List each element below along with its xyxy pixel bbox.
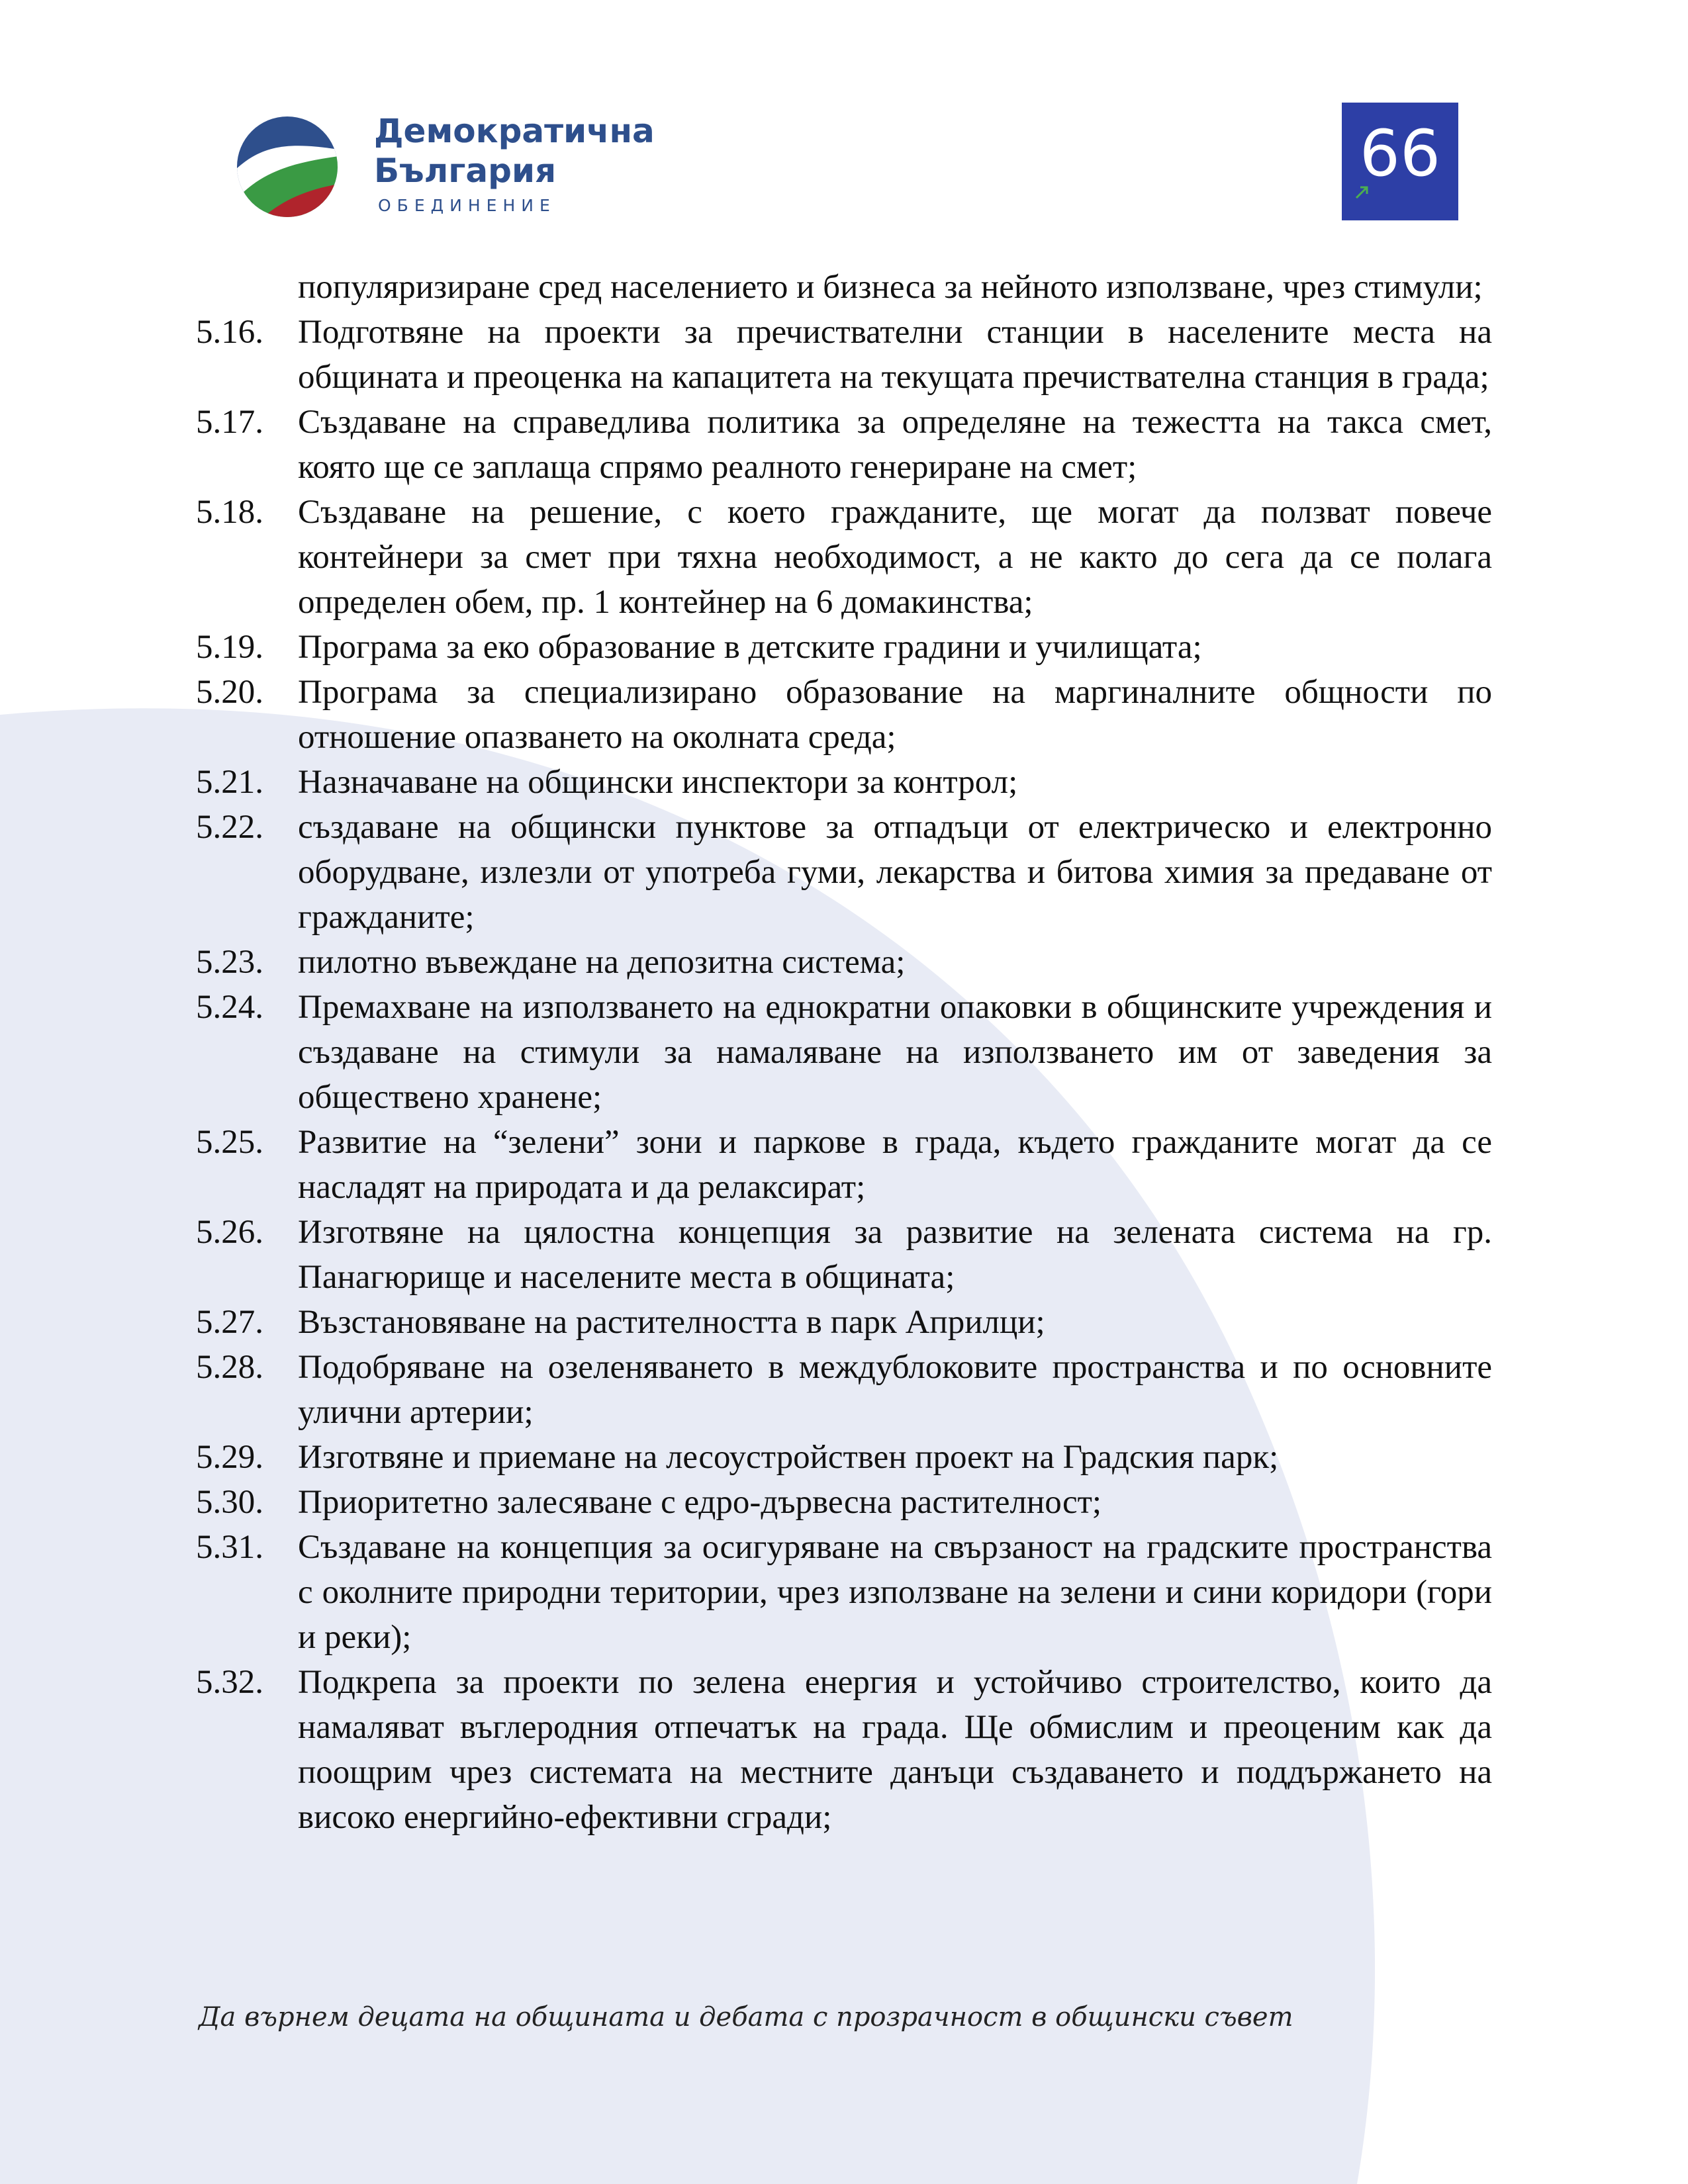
list-item: [196, 625, 1492, 670]
list-item: [196, 1120, 1492, 1210]
document-body: [196, 265, 1492, 1840]
footer-slogan: Да върнем децата на общината и дебата с прозрачност в общински съвет: [199, 2002, 1293, 2032]
list-item: [196, 490, 1492, 625]
logo-subtitle: ОБЕДИНЕНИЕ: [378, 196, 556, 215]
list-item-text: Създаване на решение, с което гражданите, ще могат да ползват повече контейнери за смет при тяхна необходимост, а не както до сега да се полага определен обем, пр. 1 контейнер на 6 домакинства;: [298, 494, 1492, 621]
page-header: [0, 0, 1688, 238]
list-item-text: Премахване на използването на еднократни опаковки в общинските учреждения и създаване на стимули за намаляване на използването им от заведения за обществено хранене;: [298, 989, 1492, 1116]
list-item-text: Програма за еко образование в детските градини и училищата;: [298, 629, 1202, 666]
list-item: [196, 1345, 1492, 1435]
list-item: [196, 760, 1492, 805]
continued-text: популяризиране сред населението и бизнеса за нейното използване, чрез стимули;: [298, 269, 1483, 306]
list-item-number: 5.23.: [196, 944, 263, 981]
list-item: [196, 1210, 1492, 1300]
list-item: [196, 940, 1492, 985]
list-item-text: пилотно въвеждане на депозитна система;: [298, 944, 906, 981]
list-item-text: Създаване на справедлива политика за определяне на тежестта на такса смет, която ще се заплаща спрямо реалното генериране на смет;: [298, 404, 1492, 486]
list-item-number: 5.16.: [196, 314, 263, 351]
list-item-number: 5.25.: [196, 1124, 263, 1161]
list-item: [196, 1660, 1492, 1840]
list-item: [196, 985, 1492, 1120]
list-item-text: Програма за специализирано образование на маргиналните общности по отношение опазването на околната среда;: [298, 674, 1492, 756]
list-item-number: 5.17.: [196, 404, 263, 441]
list-item-number: 5.27.: [196, 1304, 263, 1341]
list-item-number: 5.22.: [196, 809, 263, 846]
list-item: [196, 310, 1492, 400]
list-item-text: Възстановяване на растителността в парк Априлци;: [298, 1304, 1045, 1341]
list-item-number: 5.31.: [196, 1529, 263, 1566]
list-item-text: Приоритетно залесяване с едро-дървесна растителност;: [298, 1484, 1102, 1521]
list-item-text: Развитие на “зелени” зони и паркове в града, където гражданите могат да се насладят на природата и да релаксират;: [298, 1124, 1492, 1206]
list-item-number: 5.20.: [196, 674, 263, 711]
logo-icon: [236, 115, 339, 218]
list-item-number: 5.26.: [196, 1214, 263, 1251]
list-item-number: 5.18.: [196, 494, 263, 531]
logo-title-line1: Демократична: [374, 112, 655, 150]
page-number-badge: [1342, 103, 1458, 220]
list-item-text: Подобряване на озеленяването в междублоковите пространства и по основните улични артерии;: [298, 1349, 1492, 1431]
list-item: [196, 1525, 1492, 1660]
list-item-number: 5.30.: [196, 1484, 263, 1521]
arrow-icon: [1354, 183, 1371, 201]
list-item-number: 5.28.: [196, 1349, 263, 1386]
page-number: 66: [1359, 116, 1441, 191]
list-item: [196, 805, 1492, 940]
list-item-text: Подкрепа за проекти по зелена енергия и устойчиво строителство, които да намаляват въглеродния отпечатък на града. Ще обмислим и преоценим как да поощрим чрез системата на местните данъци създаването и поддържането на високо енергийно-ефективни сгради;: [298, 1664, 1492, 1836]
list-item-text: Изготвяне и приемане на лесоустройствен проект на Градския парк;: [298, 1439, 1279, 1476]
list-item-text: Назначаване на общински инспектори за контрол;: [298, 764, 1018, 801]
list-item-text: Подготвяне на проекти за пречиствателни станции в населените места на общината и преоценка на капацитета на текущата пречиствателна станция в града;: [298, 314, 1492, 396]
list-item: [196, 400, 1492, 490]
list-item-number: 5.32.: [196, 1664, 263, 1701]
logo-title-line2: България: [374, 152, 557, 190]
list-item: [196, 1300, 1492, 1345]
list-item-number: 5.21.: [196, 764, 263, 801]
list-item: [196, 670, 1492, 760]
list-item-text: Изготвяне на цялостна концепция за развитие на зелената система на гр. Панагюрище и населените места в общината;: [298, 1214, 1492, 1296]
logo-text: [374, 111, 655, 215]
numbered-list: [196, 310, 1492, 1840]
list-item: [196, 1435, 1492, 1480]
list-item-text: създаване на общински пунктове за отпадъци от електрическо и електронно оборудване, излезли от употреба гуми, лекарства и битова химия за предаване от гражданите;: [298, 809, 1492, 936]
list-item-number: 5.24.: [196, 989, 263, 1026]
list-item-number: 5.19.: [196, 629, 263, 666]
list-item: [196, 1480, 1492, 1525]
list-item-text: Създаване на концепция за осигуряване на свързаност на градските пространства с околните природни територии, чрез използване на зелени и сини коридори (гори и реки);: [298, 1529, 1492, 1656]
list-item-number: 5.29.: [196, 1439, 263, 1476]
